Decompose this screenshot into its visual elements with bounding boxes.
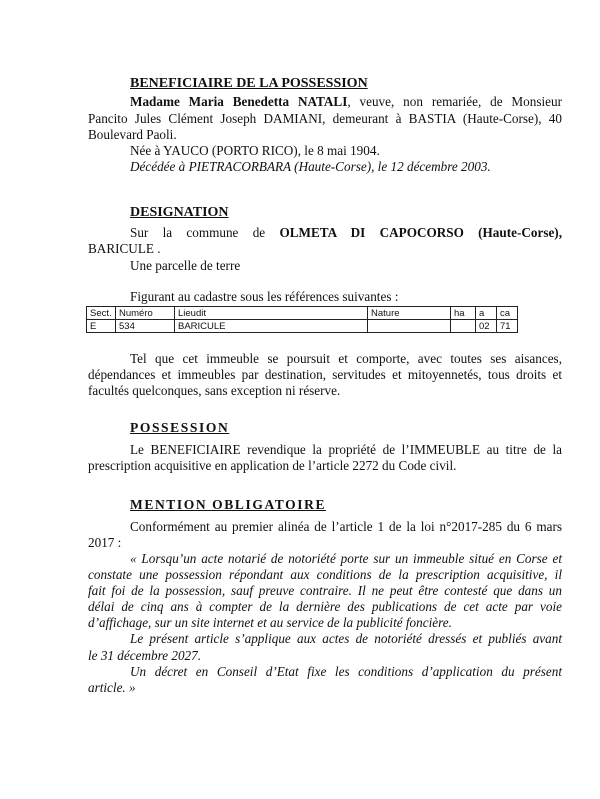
cadastre-cell-lieudit: BARICULE <box>175 320 368 333</box>
mention-line-2: 2017 : <box>88 535 122 550</box>
cadastre-col-ha: ha <box>451 307 476 320</box>
cadastre-col-sect: Sect. <box>87 307 116 320</box>
beneficiaire-desc-1: , veuve, non remariée, de Monsieur <box>347 94 562 109</box>
cadastre-col-a: a <box>476 307 497 320</box>
cadastre-col-ca: ca <box>497 307 518 320</box>
quote-line: Le présent article s’applique aux actes de notoriété dressés et publiés avant <box>130 631 562 647</box>
quote-line: constate une possession répondant aux conditions de la prescription acquisitive, il <box>88 567 562 583</box>
quote-line: le 31 décembre 2027. <box>88 647 202 663</box>
quote-line: « Lorsqu’un acte notarié de notoriété porte sur un immeuble situé en Corse et <box>130 551 562 566</box>
cadastre-cell-a: 02 <box>476 320 497 333</box>
designation-line-1 <box>130 225 562 241</box>
beneficiaire-desc-3: Boulevard Paoli. <box>88 127 177 142</box>
mention-line-1: Conformément au premier alinéa de l’article 1 de la loi n°2017-285 du 6 mars <box>130 519 562 534</box>
quote-line: fait foi de la possession, sauf preuve contraire. Il ne peut être contesté que dans un <box>88 583 562 599</box>
designation-prefix: Sur la commune de <box>130 225 280 240</box>
cadastre-cell-sect: E <box>87 320 116 333</box>
cadastre-table <box>86 306 518 333</box>
quote-line: Un décret en Conseil d’Etat fixe les conditions d’application du présent <box>130 663 562 679</box>
immeuble-line-2: dépendances et immeubles par destination, servitudes et mitoyennetés, tous droits et <box>88 367 562 382</box>
cadastre-cell-numero: 534 <box>116 320 175 333</box>
designation-heading: DESIGNATION <box>130 205 229 220</box>
beneficiaire-desc-2: Pancito Jules Clément Joseph DAMIANI, demeurant à BASTIA (Haute-Corse), 40 <box>88 111 562 126</box>
cadastre-intro: Figurant au cadastre sous les références suivantes : <box>130 289 399 304</box>
cadastre-header-row <box>87 307 518 320</box>
beneficiaire-death: Décédée à PIETRACORBARA (Haute-Corse), le 12 décembre 2003. <box>130 159 491 174</box>
designation-commune: OLMETA DI CAPOCORSO (Haute-Corse), <box>279 225 562 240</box>
beneficiaire-birth: Née à YAUCO (PORTO RICO), le 8 mai 1904. <box>130 143 380 158</box>
designation-lieudit: BARICULE . <box>88 241 161 256</box>
possession-line-2: prescription acquisitive en application de l’article 2272 du Code civil. <box>88 458 457 473</box>
table-row <box>87 320 518 333</box>
immeuble-line-3: facultés quelconques, sans exception ni réserve. <box>88 383 341 398</box>
cadastre-cell-nature <box>368 320 451 333</box>
possession-heading: POSSESSION <box>130 420 230 435</box>
mention-heading: MENTION OBLIGATOIRE <box>130 497 327 512</box>
cadastre-col-nature: Nature <box>368 307 451 320</box>
law-quote <box>88 551 562 696</box>
beneficiaire-name: Madame Maria Benedetta NATALI <box>130 94 348 109</box>
cadastre-col-numero: Numéro <box>116 307 175 320</box>
cadastre-col-lieudit: Lieudit <box>175 307 368 320</box>
quote-line: article. » <box>88 679 136 695</box>
quote-line: d’affichage, sur un site internet et au service de la publicité foncière. <box>88 615 452 631</box>
immeuble-line-1: Tel que cet immeuble se poursuit et comporte, avec toutes ses aisances, <box>130 351 562 366</box>
beneficiaire-line-1 <box>130 94 562 110</box>
cadastre-cell-ca: 71 <box>497 320 518 333</box>
designation-parcelle: Une parcelle de terre <box>130 258 241 273</box>
possession-line-1: Le BENEFICIAIRE revendique la propriété de l’IMMEUBLE au titre de la <box>130 442 562 457</box>
cadastre-cell-ha <box>451 320 476 333</box>
beneficiaire-heading: BENEFICIAIRE DE LA POSSESSION <box>130 76 368 91</box>
quote-line: délai de cinq ans à compter de la dernière des publications de cet acte par voie <box>88 599 562 615</box>
